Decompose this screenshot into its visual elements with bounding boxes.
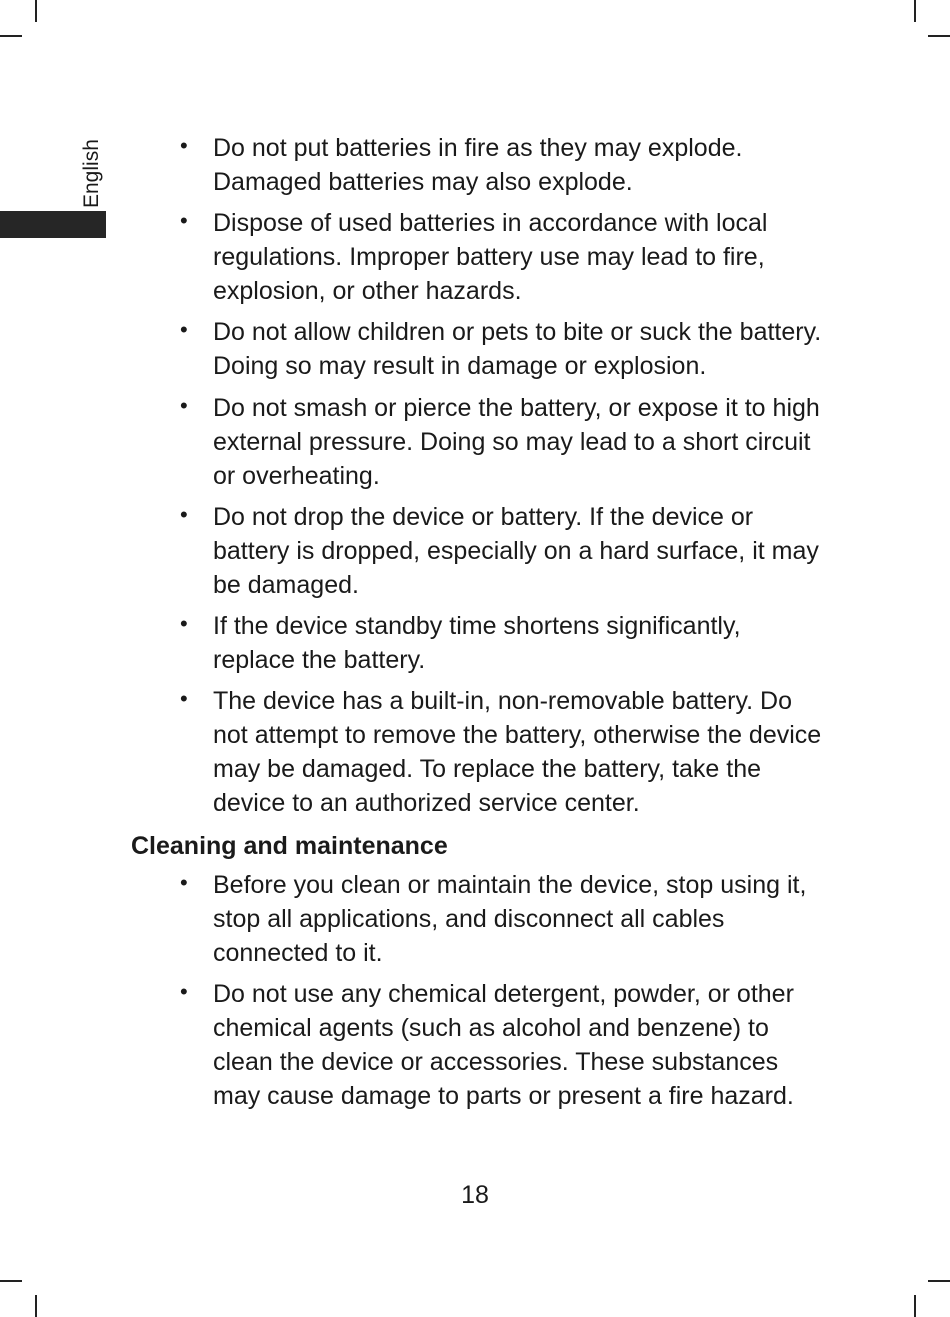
bullet-icon: • xyxy=(180,870,188,895)
crop-mark-top-left-horizontal xyxy=(0,35,22,37)
bullet-icon: • xyxy=(180,393,188,418)
bullet-icon: • xyxy=(180,686,188,711)
list-item-text: Do not drop the device or battery. If the device or battery is dropped, especially on a hard surface, it may be damaged. xyxy=(213,503,819,599)
crop-mark-top-right-vertical xyxy=(914,0,916,22)
list-item-text: Dispose of used batteries in accordance with local regulations. Improper battery use may lead to fire, explosion, or other hazards. xyxy=(213,209,768,305)
bullet-icon: • xyxy=(180,317,188,342)
list-item-text: Before you clean or maintain the device, stop using it, stop all applications, and disconnect all cables connected to it. xyxy=(213,871,807,967)
list-item-text: Do not allow children or pets to bite or suck the battery. Doing so may result in damage or explosion. xyxy=(213,318,822,380)
bullet-icon: • xyxy=(180,502,188,527)
language-tab-bar xyxy=(0,211,106,238)
list-item-text: Do not put batteries in fire as they may explode. Damaged batteries may also explode. xyxy=(213,134,743,196)
bullet-icon: • xyxy=(180,979,188,1004)
crop-mark-bottom-right-vertical xyxy=(914,1295,916,1317)
list-item-text: Do not smash or pierce the battery, or expose it to high external pressure. Doing so may lead to a short circuit or overheating. xyxy=(213,394,820,490)
language-tab-label: English xyxy=(80,139,103,208)
crop-mark-bottom-right-horizontal xyxy=(928,1280,950,1282)
bullet-icon: • xyxy=(180,208,188,233)
section-heading-cleaning: Cleaning and maintenance xyxy=(131,832,448,860)
page-number: 18 xyxy=(461,1181,489,1209)
crop-mark-top-right-horizontal xyxy=(928,35,950,37)
crop-mark-bottom-left-vertical xyxy=(35,1295,37,1317)
list-item-text: The device has a built-in, non-removable battery. Do not attempt to remove the battery, otherwise the device may be damaged. To replace the battery, take the device to an authorized service center. xyxy=(213,687,822,817)
list-item-text: If the device standby time shortens significantly, replace the battery. xyxy=(213,612,741,674)
bullet-icon: • xyxy=(180,133,188,158)
list-item-text: Do not use any chemical detergent, powder, or other chemical agents (such as alcohol and benzene) to clean the device or accessories. These substances may cause damage to parts or present a fire hazard. xyxy=(213,980,794,1110)
bullet-icon: • xyxy=(180,611,188,636)
crop-mark-bottom-left-horizontal xyxy=(0,1280,22,1282)
crop-mark-top-left-vertical xyxy=(35,0,37,22)
